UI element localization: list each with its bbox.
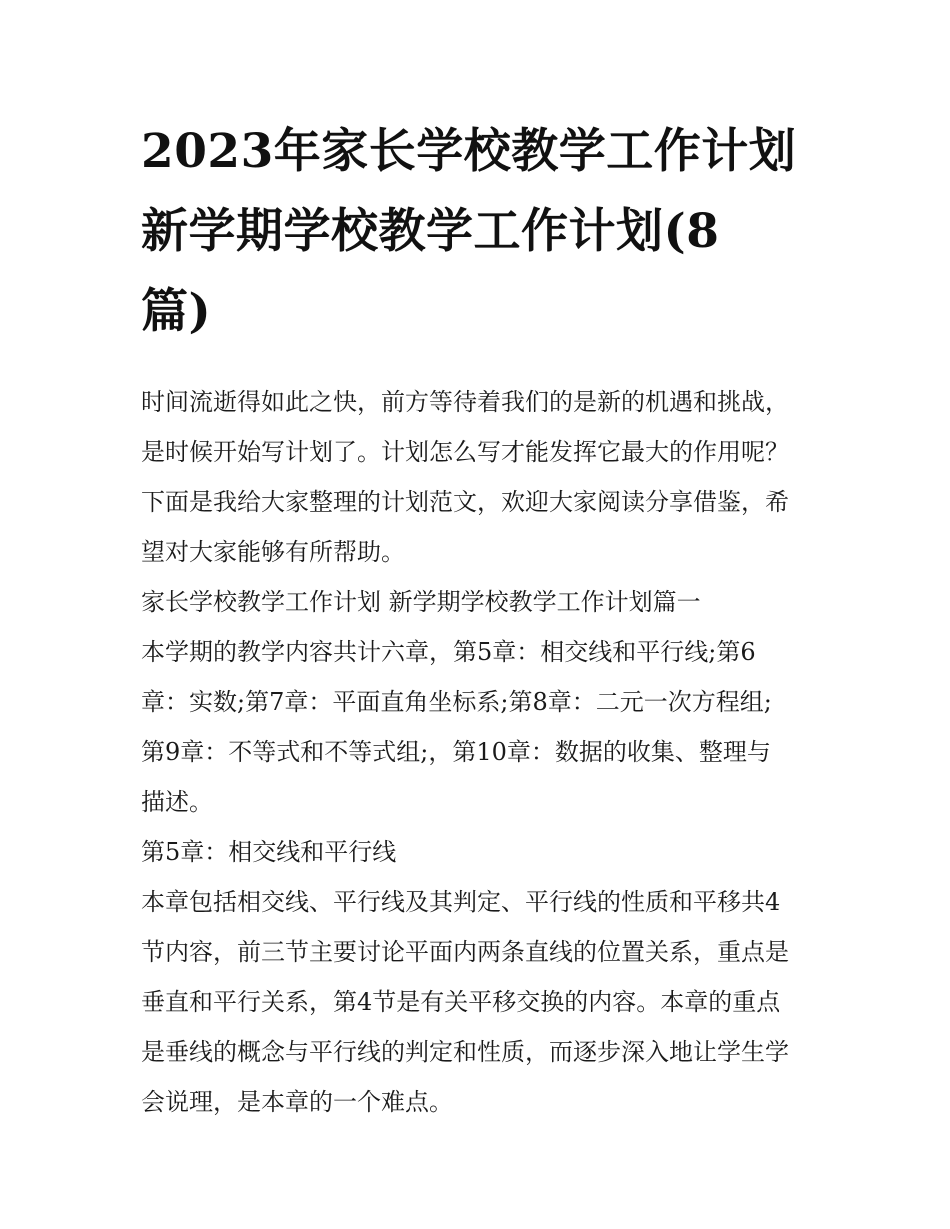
title-line: 新学期学校教学工作计划(8 <box>141 204 720 259</box>
chapter-5-paragraph <box>141 877 816 1127</box>
text-line: 会说理，是本章的一个难点。 <box>141 1088 453 1116</box>
title-line: 2023年家长学校教学工作计划 <box>141 124 797 179</box>
content-overview-paragraph <box>141 627 816 827</box>
section-heading-plan-one <box>141 577 816 627</box>
text-line: 是垂线的概念与平行线的判定和性质，而逐步深入地让学生学 <box>141 1038 789 1066</box>
text-line: 描述。 <box>141 788 213 816</box>
title-line: 篇) <box>141 284 212 339</box>
text-line: 本学期的教学内容共计六章，第5章：相交线和平行线;第6 <box>141 638 756 666</box>
chapter-5-heading <box>141 827 816 877</box>
text-line: 是时候开始写计划了。计划怎么写才能发挥它最大的作用呢？ <box>141 438 789 466</box>
text-line: 章：实数;第7章：平面直角坐标系;第8章：二元一次方程组; <box>141 688 772 716</box>
document-title <box>141 112 816 352</box>
text-line: 垂直和平行关系，第4节是有关平移交换的内容。本章的重点 <box>141 988 781 1016</box>
text-line: 第5章：相交线和平行线 <box>141 838 397 866</box>
text-line: 时间流逝得如此之快，前方等待着我们的是新的机遇和挑战， <box>141 388 789 416</box>
text-line: 望对大家能够有所帮助。 <box>141 538 405 566</box>
text-line: 本章包括相交线、平行线及其判定、平行线的性质和平移共4 <box>141 888 781 916</box>
text-line: 节内容，前三节主要讨论平面内两条直线的位置关系，重点是 <box>141 938 789 966</box>
text-line: 第9章：不等式和不等式组;，第10章：数据的收集、整理与 <box>141 738 771 766</box>
text-line: 下面是我给大家整理的计划范文，欢迎大家阅读分享借鉴，希 <box>141 488 789 516</box>
document-body <box>141 377 816 1127</box>
intro-paragraph <box>141 377 816 577</box>
document-page <box>141 112 816 1127</box>
text-line: 家长学校教学工作计划 新学期学校教学工作计划篇一 <box>141 588 701 616</box>
